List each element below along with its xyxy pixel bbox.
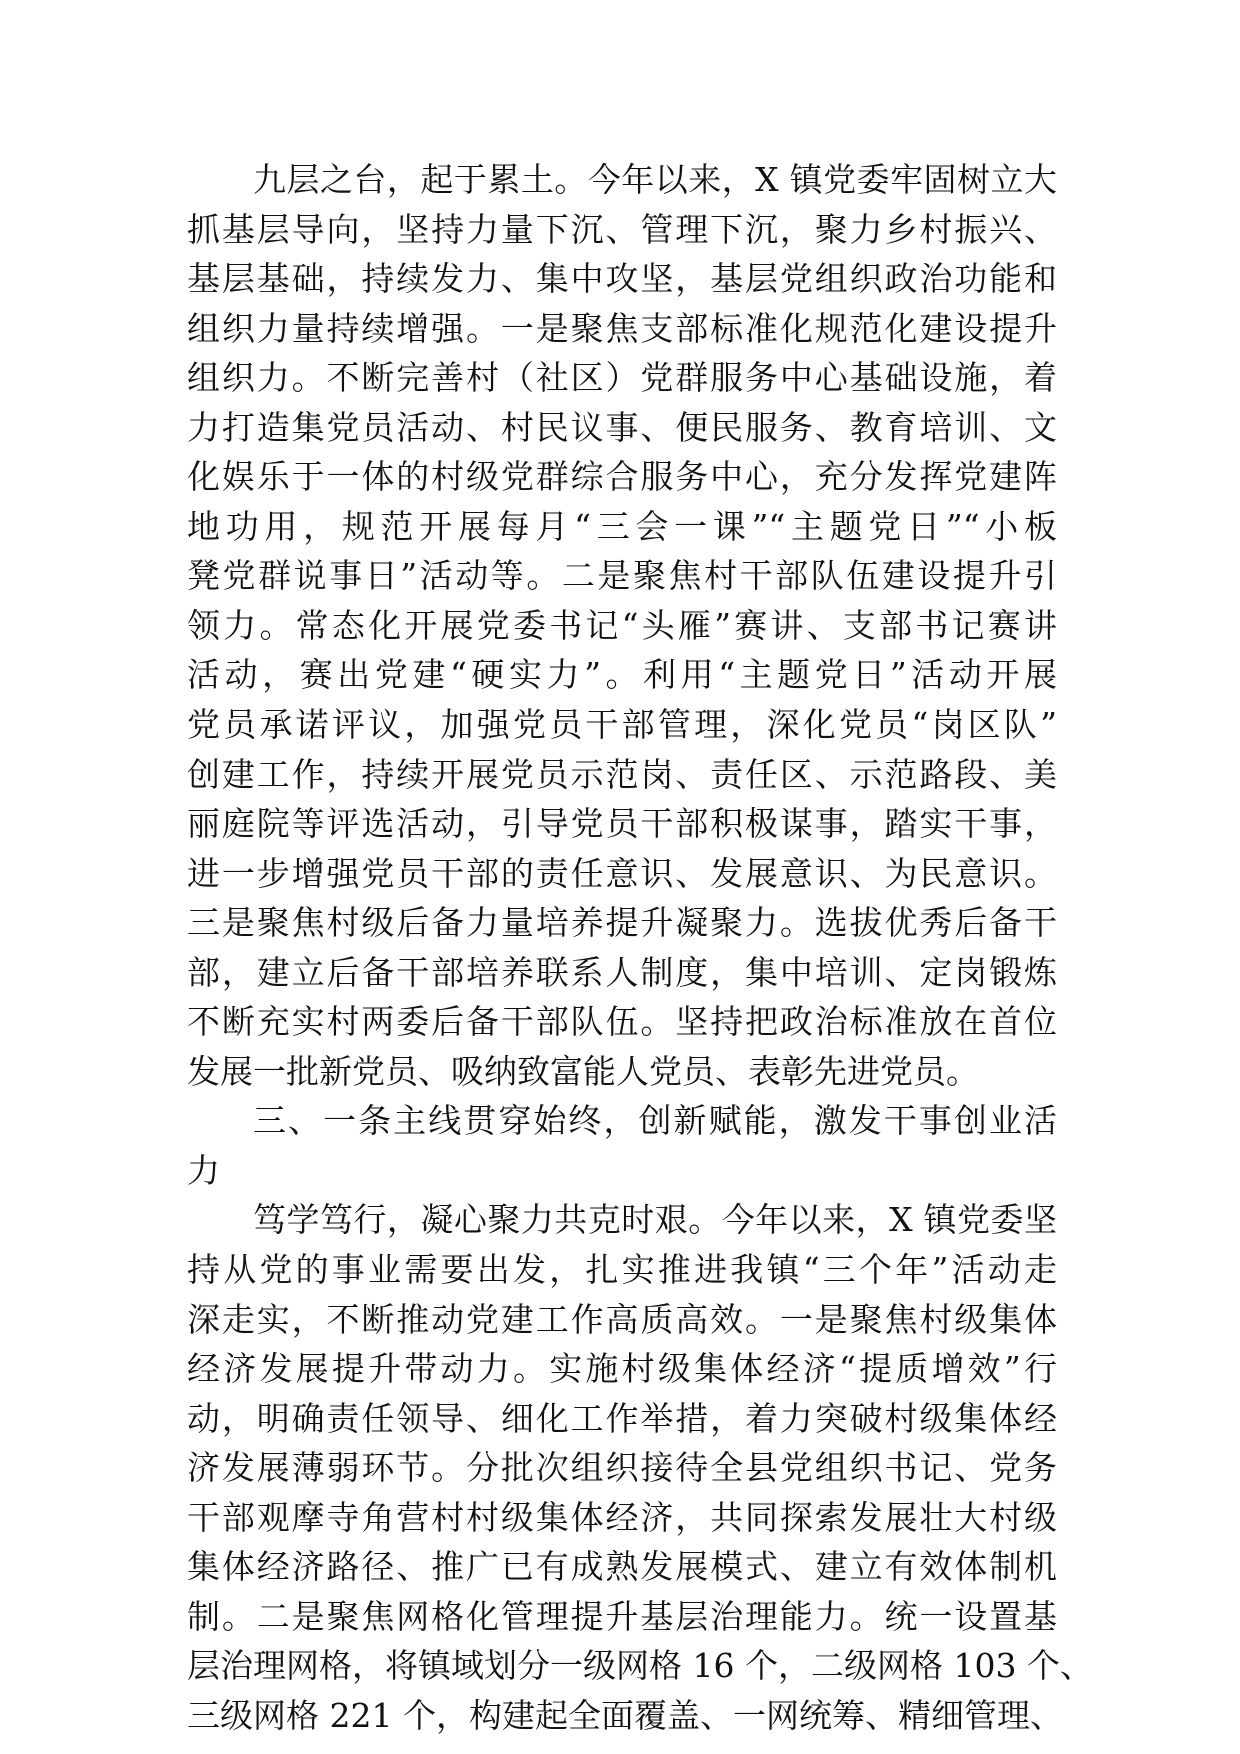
text-line: 三是聚焦村级后备力量培养提升凝聚力。选拔优秀后备干 <box>187 903 1057 943</box>
text-line: 基层基础，持续发力、集中攻坚，基层党组织政治功能和 <box>187 259 1057 299</box>
text-line: 集体经济路径、推广已有成熟发展模式、建立有效体制机 <box>187 1547 1057 1587</box>
text-line: 持从党的事业需要出发，扎实推进我镇“三个年”活动走 <box>187 1250 1057 1290</box>
text-line: 制。二是聚焦网格化管理提升基层治理能力。统一设置基 <box>187 1596 1057 1636</box>
text-line: 凳党群说事日”活动等。二是聚焦村干部队伍建设提升引 <box>187 556 1057 596</box>
text-line: 部，建立后备干部培养联系人制度，集中培训、定岗锻炼 <box>187 952 1057 992</box>
text-line: 党员承诺评议，加强党员干部管理，深化党员“岗区队” <box>187 705 1057 745</box>
text-line: 发展一批新党员、吸纳致富能人党员、表彰先进党员。 <box>187 1051 979 1091</box>
text-line: 层治理网格，将镇域划分一级网格 16 个，二级网格 103 个、 <box>187 1646 1093 1686</box>
text-line: 济发展薄弱环节。分批次组织接待全县党组织书记、党务 <box>187 1448 1057 1488</box>
text-line: 动，明确责任领导、细化工作举措，着力突破村级集体经 <box>187 1398 1057 1438</box>
text-line: 干部观摩寺角营村村级集体经济，共同探索发展壮大村级 <box>187 1497 1057 1537</box>
document-body <box>187 155 1093 1741</box>
text-line: 化娱乐于一体的村级党群综合服务中心，充分发挥党建阵 <box>187 457 1057 497</box>
section-heading-line: 三、一条主线贯穿始终，创新赋能，激发干事创业活 <box>253 1101 1057 1141</box>
section-heading-line: 力 <box>187 1150 220 1190</box>
text-line: 活动，赛出党建“硬实力”。利用“主题党日”活动开展 <box>187 655 1057 695</box>
text-line: 深走实，不断推动党建工作高质高效。一是聚焦村级集体 <box>187 1299 1057 1339</box>
text-line: 领力。常态化开展党委书记“头雁”赛讲、支部书记赛讲 <box>187 605 1057 645</box>
text-line: 三级网格 221 个，构建起全面覆盖、一网统筹、精细管理、 <box>187 1695 1063 1735</box>
text-line: 创建工作，持续开展党员示范岗、责任区、示范路段、美 <box>187 754 1057 794</box>
text-line: 力打造集党员活动、村民议事、便民服务、教育培训、文 <box>187 407 1057 447</box>
text-line: 不断充实村两委后备干部队伍。坚持把政治标准放在首位 <box>187 1002 1057 1042</box>
text-line: 经济发展提升带动力。实施村级集体经济“提质增效”行 <box>187 1349 1057 1389</box>
text-line: 地功用，规范开展每月“三会一课”“主题党日”“小板 <box>187 506 1057 546</box>
text-line: 丽庭院等评选活动，引导党员干部积极谋事，踏实干事， <box>187 804 1057 844</box>
text-line: 抓基层导向，坚持力量下沉、管理下沉，聚力乡村振兴、 <box>187 209 1057 249</box>
text-line: 笃学笃行，凝心聚力共克时艰。今年以来，X 镇党委坚 <box>253 1200 1057 1240</box>
text-line: 组织力。不断完善村（社区）党群服务中心基础设施，着 <box>187 358 1057 398</box>
text-line: 组织力量持续增强。一是聚焦支部标准化规范化建设提升 <box>187 308 1057 348</box>
text-line: 进一步增强党员干部的责任意识、发展意识、为民意识。 <box>187 853 1057 893</box>
text-line: 九层之台，起于累土。今年以来，X 镇党委牢固树立大 <box>253 160 1057 199</box>
